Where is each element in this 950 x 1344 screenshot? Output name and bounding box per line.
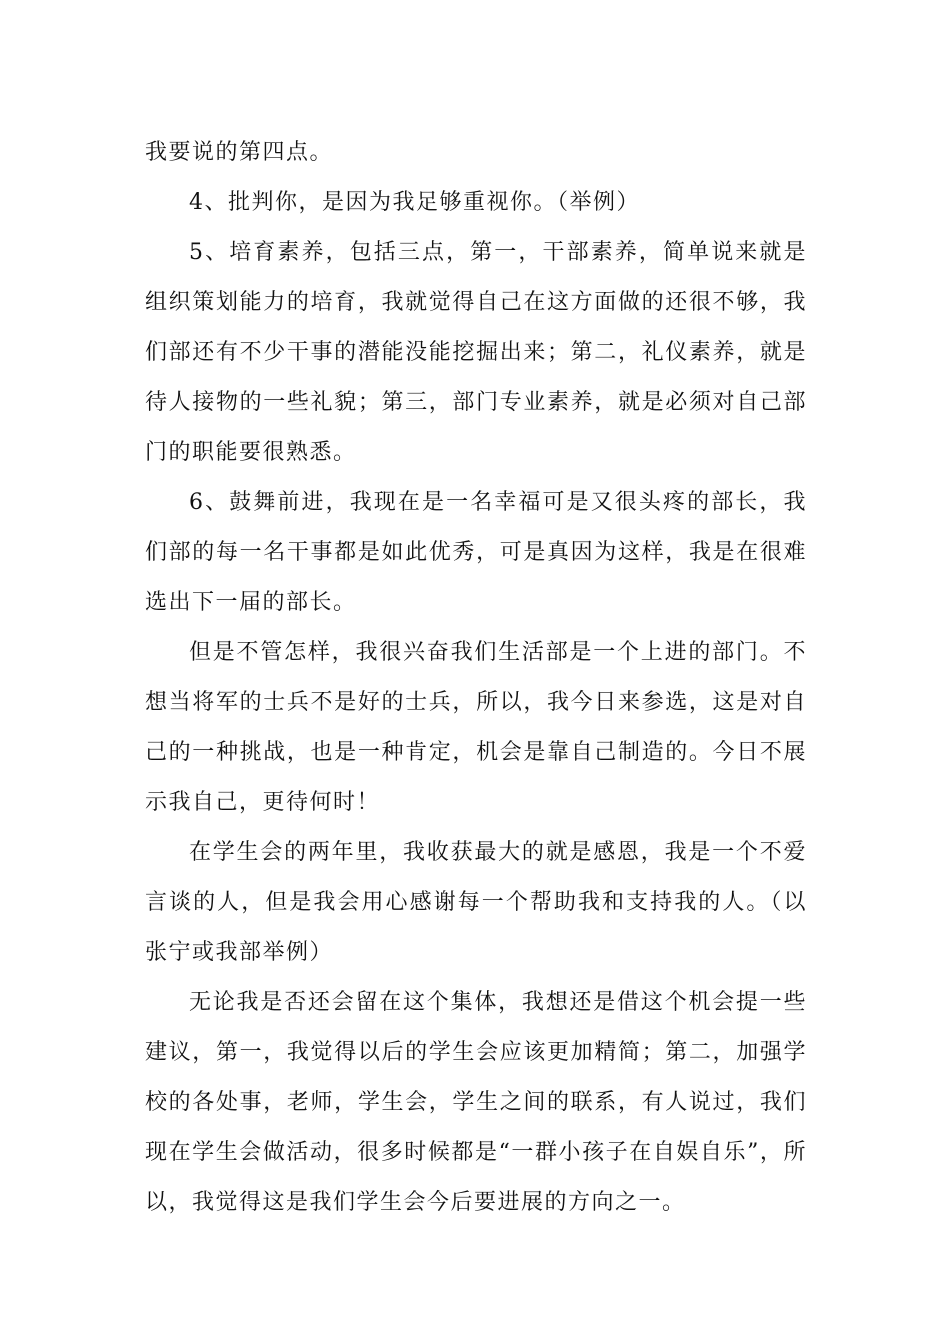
document-body xyxy=(145,128,807,1228)
paragraph-gratitude: 在学生会的两年里，我收获最大的就是感恩，我是一个不爱言谈的人，但是我会用心感谢每一个帮助我和支持我的人。（以张宁或我部举例） xyxy=(145,840,807,965)
paragraph-point-4: 4、批判你，是因为我足够重视你。（举例） xyxy=(189,190,640,215)
paragraph-continuation: 我要说的第四点。 xyxy=(145,140,334,165)
paragraph-suggestions: 无论我是否还会留在这个集体，我想还是借这个机会提一些建议，第一，我觉得以后的学生会应该更加精简；第二，加强学校的各处事，老师，学生会，学生之间的联系，有人说过，我们现在学生会做活动，很多时候都是“一群小孩子在自娱自乐”，所以，我觉得这是我们学生会今后要进展的方向之一。 xyxy=(145,990,807,1215)
paragraph-motivation: 但是不管怎样，我很兴奋我们生活部是一个上进的部门。不想当将军的士兵不是好的士兵，所以，我今日来参选，这是对自己的一种挑战，也是一种肯定，机会是靠自己制造的。今日不展示我自己，更待何时！ xyxy=(145,640,807,815)
paragraph-point-5: 5、培育素养，包括三点，第一，干部素养，简单说来就是组织策划能力的培育，我就觉得自己在这方面做的还很不够，我们部还有不少干事的潜能没能挖掘出来；第二，礼仪素养，就是待人接物的一些礼貌；第三，部门专业素养，就是必须对自己部门的职能要很熟悉。 xyxy=(145,240,807,465)
paragraph-point-6: 6、鼓舞前进，我现在是一名幸福可是又很头疼的部长，我们部的每一名干事都是如此优秀，可是真因为这样，我是在很难选出下一届的部长。 xyxy=(145,490,807,615)
